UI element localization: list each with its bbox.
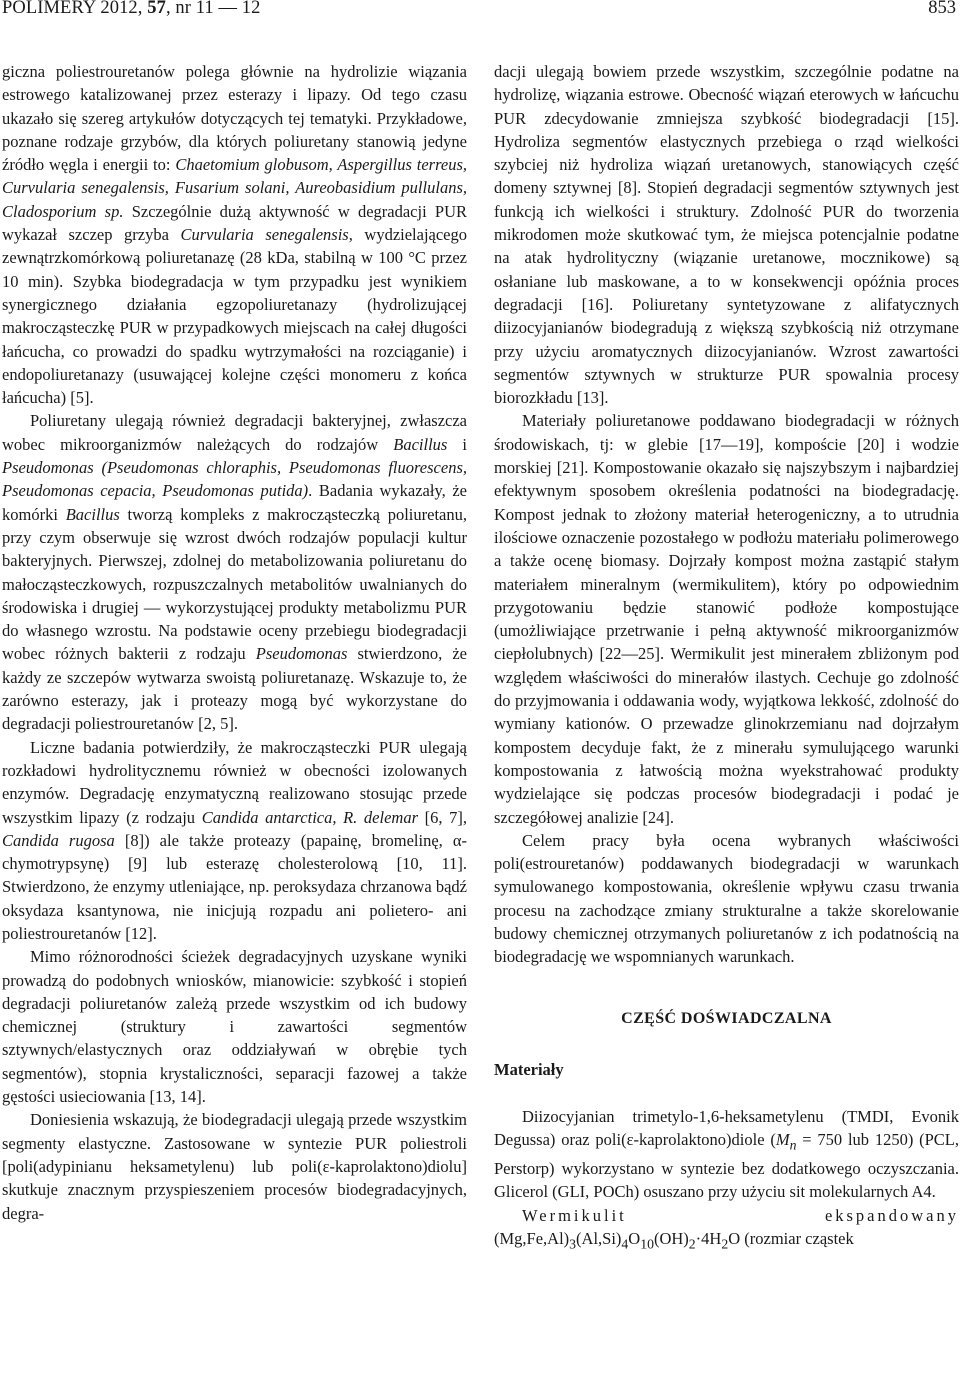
text-run: i [447,434,467,454]
paragraph [494,1204,959,1256]
text-run: 3 [569,1236,577,1252]
page-number: 853 [928,0,956,18]
paragraph [2,945,467,1108]
text-run: Wermikulit [522,1205,627,1225]
text-run: Pseudomonas (Pseudomonas chloraphis, Pseudomonas fluorescens, Pseudomonas cepacia, Pseudomonas putida) [2,458,467,501]
text-run: giczna poliestrouretanów polega głównie na hydrolizie wiązania estrowego katalizowanej przez esterazy i lipazy. Od tego czasu ukazało się szereg artykułów dotyczących tej tematyki. Przykładowe, poznane rodzaje grzybów, dla których poliuretany stanowią jedyne źródło węgla i energii to: [2,62,467,175]
subsection-title: Materiały [494,1059,564,1079]
text-run: (OH) [653,1228,689,1248]
text-run: [6, 7], [418,807,467,827]
paragraph [2,1108,467,1224]
page-header [0,0,960,22]
text-run: Bacillus [393,434,448,454]
text-run: O (rozmiar cząstek [728,1228,854,1248]
text-run: Szczególnie dużą aktywność w degradacji PUR wykazał szczep grzyba [2,201,467,245]
journal-volume: 57 [147,0,166,18]
text-run: = 750 lub 1250) (PCL, Perstorp) wykorzystano w syntezie bez dodatkowego oczyszczania. Glicerol (GLI, POCh) osuszano przy użyciu sit molekularnych A4. [494,1130,960,1202]
text-run: ·4H [695,1228,722,1248]
text-run: Candida rugosa [2,830,115,850]
text-run: O [628,1228,641,1248]
text-run: Candida antarctica, R. delemar [201,807,418,827]
text-run: Curvularia senegalensis [180,225,349,245]
text-run: , wydzielającego zewnątrzkomórkową poliuretanazę (28 kDa, stabilną w 100 °C przez 10 min). Szybka biodegradacja w tym przypadku jest wynikiem synergicznego działania egzopoliuretanazy (hydrolizującej makrocząsteczkę PUR w przypadkowych miejscach na całej długości łańcucha, co prowadzi do spadku wytrzymałości na rozciąganie) i endopoliuretanazy (usuwającej kolejne części monomeru z końca łańcucha) [5]. [2,225,468,408]
paragraph [494,1105,959,1203]
text-run: 2 [721,1236,729,1252]
text-run: Mimo różnorodności ścieżek degradacyjnych uzyskane wyniki prowadzą do podobnych wniosków, mianowicie: szybkość i stopień degradacji poliuretanów zależą przede wszystkim od ich budowy chemicznej (struktury i zawartości segmentów sztywnych/elastycznych oraz oddziaływań w obrębie tych segmentów), stopnia krystaliczności, separacji fazowej a także gęstości usieciowania [13, 14]. [2,947,467,1107]
text-run: tworzą kompleks z makrocząsteczką poliuretanu, przy czym obserwuje się wzrost dwóch rodzajów populacji kultur bakteryjnych. Pierwszej, zdolnej do metabolizowania poliuretanu do małocząsteczkowych, rozpuszczalnych metabolitów uwalnianych do środowiska i drugiej — wykorzystującej produkty metabolizmu PUR do własnego wzrostu. Na podstawie oceny przebiegu biodegradacji wobec różnych bakterii z rodzaju [2,504,467,664]
text-run: 10 [640,1236,654,1252]
text-run: ekspandowany [824,1205,959,1225]
right-column [494,60,959,1256]
left-column [2,60,467,1225]
text-run: Liczne badania potwierdziły, że makrocząsteczki PUR ulegają rozkładowi hydrolitycznemu również w obecności izolowanych enzymów. Degradację enzymatyczną realizowano stosując przede wszystkim lipazy (z rodzaju [2,737,467,827]
paragraph [494,409,959,828]
text-run: (Mg,Fe,Al) [494,1228,570,1248]
journal-issue: , nr 11 — 12 [165,0,261,18]
journal-name: POLIMERY 2012, [2,0,143,18]
text-run: dacji ulegają bowiem przede wszystkim, szczególnie podatne na hydrolizę, wiązania estrowe. Obecność wiązań eterowych w łańcuchu PUR zdecydowanie zmniejsza szybkość biodegradacji [15]. Hydroliza segmentów elastycznych przebiega o rząd wielkości szybciej niż hydroliza wiązań uretanowych, stanowiących część domeny sztywnej [8]. Stopień degradacji segmentów sztywnych jest funkcją ich wielkości i struktury. Zdolność PUR do tworzenia mikrodomen może skutkować tym, że miejsca potencjalnie podatne na atak hydrolityczny (wiązanie uretanowe, mocznikowe) są osłaniane lub maskowane, a to w konsekwencji opóźnia proces degradacji [16]. Poliuretany syntetyzowane z alifatycznych diizocyjanianów biodegradują z większą szybkością niż otrzymane przy użyciu aromatycznych diizocyjanianów. Wzrost zawartości segmentów sztywnych w strukturze PUR spowalnia procesy biorozkładu [13]. [494,62,959,408]
text-run: n [789,1137,797,1153]
text-run: Poliuretany ulegają również degradacji bakteryjnej, zwłaszcza wobec mikroorganizmów należących do rodzajów [2,411,467,454]
text-run: M [775,1130,790,1150]
paragraph [2,736,467,946]
text-run: . Badania wykazały, że komórki [2,481,467,524]
paragraph [494,829,959,969]
text-run: Celem pracy była ocena wybranych właściwości poli(estrouretanów) poddawanych biodegradacji w warunkach symulowanego kompostowania, określenie wpływu czasu trwania procesu na zachodzące zmiany strukturalne a także skorelowanie budowy chemicznej otrzymanych poliuretanów z ich podatnością na biodegradację we wspomnianych warunkach. [494,830,959,967]
text-run: Materiały poliuretanowe poddawano biodegradacji w różnych środowiskach, tj: w glebie [17—19], kompoście [20] i wodzie morskiej [21]. Kompostowanie okazało się najszybszym i najbardziej efektywnym sposobem określenia podatności na biodegradację. Kompost jednak to złożony materiał heterogeniczny, a to utrudnia ilościowe oznaczenie pozostałego w podłożu materiału polimerowego a także ocenę biomasy. Dojrzały kompost można zastąpić stałym materiałem mineralnym (wermikulitem), który po odpowiednim przygotowaniu będzie stanowić podłoże kompostujące (umożliwiające przetrwanie i pełną aktywność mikroorganizmów ciepłolubnych) [22—25]. Wermikulit jest minerałem zbliżonym pod względem właściwości do minerałów ilastych. Cechuje go zdolność do przyjmowania i oddawania wody, wyjątkowa lekkość, zdolność do wymiany kationów. O przewadze glinokrzemianu nad dojrzałym kompostem decyduje fakt, że z minerału symulującego warunki kompostowania z łatwością można wyekstrahować produkty wydzielające się podczas procesów biodegradacji i podać je szczegółowej analizie [24]. [494,411,959,827]
text-run: Bacillus [65,504,120,524]
journal-citation [2,0,261,19]
text-run: (Al,Si) [576,1228,622,1248]
text-run: Pseudomonas [255,644,348,664]
section-title: CZĘŚĆ DOŚWIADCZALNA [621,1009,832,1027]
text-run: Chaetomium globusom, Aspergillus terreus, Curvularia senegalensis, Fusarium solani, Aureobasidium pullulans, Cladosporium sp. [2,155,467,221]
text-run: Diizocyjanian trimetylo-1,6-heksametylenu (TMDI, Evonik Degussa) oraz poli(ε-kaprolaktono)diole ( [494,1107,959,1150]
text-run: Doniesienia wskazują, że biodegradacji ulegają przede wszystkim segmenty elastyczne. Zastosowane w syntezie PUR poliestroli [poli(adypinianu heksametylenu) lub poli(ε-kaprolaktono)diolu] skutkuje znacznym przyspieszeniem procesów biodegradacyjnych, degra- [2,1110,467,1223]
text-run: 2 [688,1236,696,1252]
text-run [627,1206,825,1225]
paragraph [2,60,467,409]
paragraph [2,409,467,735]
text-run: stwierdzono, że każdy ze szczepów wytwarza swoistą poliuretanazę. Wskazuje to, że zarówno esterazy, jak i proteazy mogą być wykorzystane do degradacji poliestrouretanów [2, 5]. [2,644,467,734]
paragraph [494,60,959,409]
text-run: [8]) ale także proteazy (papainę, bromelinę, α-chymotrypsynę) [9] lub esterazę cholesterolową [10, 11]. Stwierdzono, że enzymy utleniające, np. peroksydaza chrzanowa bądź oksydaza ksantynowa, nie inicjują rozpadu ani polietero- ani poliestrouretanów [12]. [2,830,467,943]
text-run: 4 [621,1236,629,1252]
